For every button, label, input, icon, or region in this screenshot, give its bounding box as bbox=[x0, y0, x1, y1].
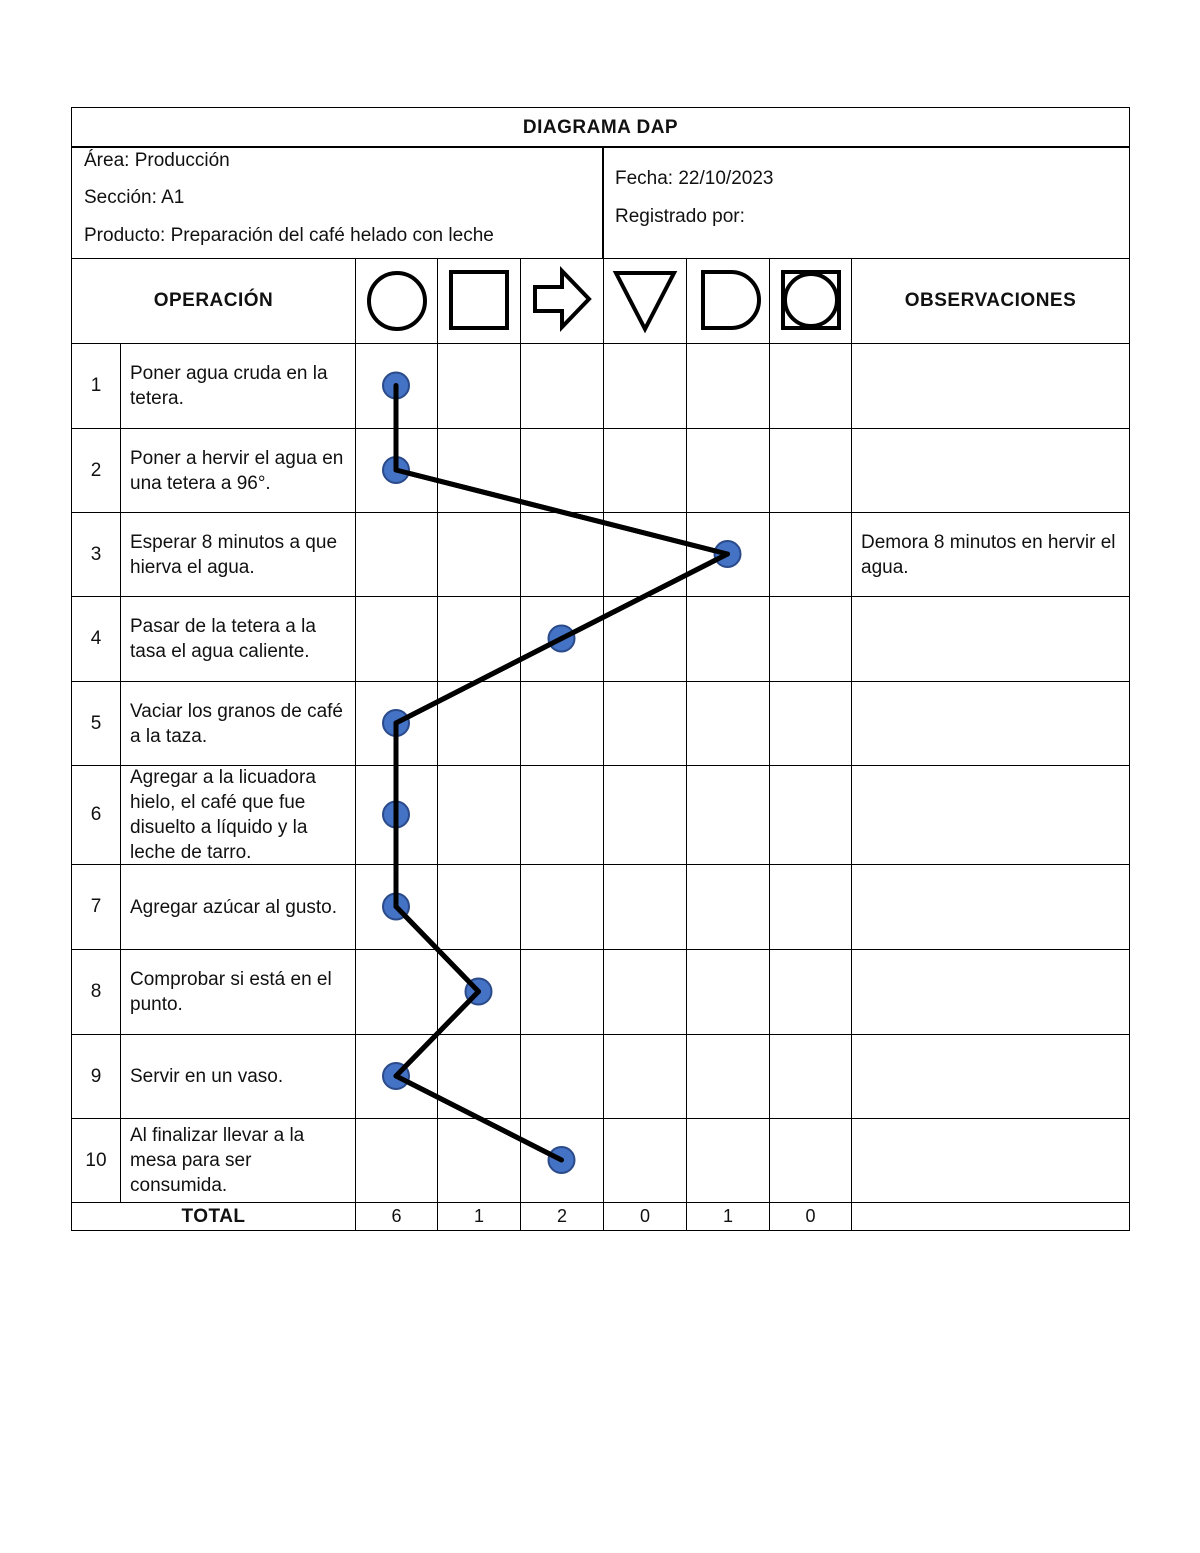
symbol-cell bbox=[603, 512, 687, 597]
step-observation bbox=[851, 343, 1130, 429]
step-description: Agregar azúcar al gusto. bbox=[120, 864, 356, 950]
product-label: Producto: Preparación del café helado con leche bbox=[84, 225, 494, 246]
total-count: 0 bbox=[603, 1202, 687, 1231]
symbol-cell bbox=[769, 1118, 852, 1203]
total-count: 2 bbox=[520, 1202, 604, 1231]
symbol-header-cell bbox=[520, 258, 604, 344]
symbol-cell bbox=[437, 864, 521, 950]
symbol-cell bbox=[686, 949, 770, 1035]
symbol-cell bbox=[686, 1118, 770, 1203]
symbol-cell bbox=[520, 681, 604, 766]
symbol-cell bbox=[355, 1118, 438, 1203]
symbol-cell bbox=[437, 949, 521, 1035]
step-number: 4 bbox=[71, 596, 121, 682]
info-left-box bbox=[71, 146, 604, 259]
symbol-cell bbox=[437, 512, 521, 597]
symbol-cell bbox=[520, 512, 604, 597]
symbol-cell bbox=[437, 1118, 521, 1203]
symbol-cell bbox=[603, 864, 687, 950]
symbol-cell bbox=[769, 343, 852, 429]
step-description: Agregar a la licuadora hielo, el café que fue disuelto a líquido y la leche de tarro. bbox=[120, 765, 356, 865]
symbol-cell bbox=[769, 512, 852, 597]
transport-arrow-icon bbox=[527, 266, 597, 336]
step-observation bbox=[851, 765, 1130, 865]
diagram-title: DIAGRAMA DAP bbox=[71, 107, 1130, 148]
symbol-cell bbox=[603, 428, 687, 513]
symbol-cell bbox=[437, 428, 521, 513]
symbol-cell bbox=[437, 681, 521, 766]
symbol-cell bbox=[355, 864, 438, 950]
symbol-cell bbox=[437, 1034, 521, 1119]
step-description: Pasar de la tetera a la tasa el agua caliente. bbox=[120, 596, 356, 682]
symbol-cell bbox=[603, 765, 687, 865]
symbol-cell bbox=[686, 428, 770, 513]
step-number: 3 bbox=[71, 512, 121, 597]
step-observation bbox=[851, 428, 1130, 513]
symbol-cell bbox=[520, 428, 604, 513]
symbol-cell bbox=[686, 596, 770, 682]
step-description: Esperar 8 minutos a que hierva el agua. bbox=[120, 512, 356, 597]
step-number: 5 bbox=[71, 681, 121, 766]
symbol-cell bbox=[355, 512, 438, 597]
symbol-cell bbox=[686, 864, 770, 950]
symbol-cell bbox=[603, 343, 687, 429]
step-number: 8 bbox=[71, 949, 121, 1035]
step-observation bbox=[851, 1034, 1130, 1119]
step-description: Comprobar si está en el punto. bbox=[120, 949, 356, 1035]
symbol-cell bbox=[769, 1034, 852, 1119]
symbol-header-cell bbox=[355, 258, 438, 344]
symbol-cell bbox=[686, 765, 770, 865]
step-observation bbox=[851, 681, 1130, 766]
symbol-cell bbox=[520, 949, 604, 1035]
symbol-cell bbox=[520, 596, 604, 682]
symbol-cell bbox=[437, 596, 521, 682]
info-right-box bbox=[602, 146, 1130, 259]
step-observation bbox=[851, 596, 1130, 682]
total-count: 1 bbox=[437, 1202, 521, 1231]
inspection-square-icon bbox=[446, 268, 512, 334]
symbol-cell bbox=[769, 949, 852, 1035]
symbol-cell bbox=[520, 864, 604, 950]
symbol-cell bbox=[603, 949, 687, 1035]
step-number: 6 bbox=[71, 765, 121, 865]
symbol-cell bbox=[769, 681, 852, 766]
area-label: Área: Producción bbox=[84, 150, 230, 171]
symbol-cell bbox=[769, 596, 852, 682]
symbol-cell bbox=[603, 596, 687, 682]
symbol-cell bbox=[520, 343, 604, 429]
symbol-cell bbox=[520, 1118, 604, 1203]
step-observation bbox=[851, 864, 1130, 950]
symbol-header-cell bbox=[603, 258, 687, 344]
symbol-cell bbox=[686, 343, 770, 429]
symbol-cell bbox=[769, 864, 852, 950]
step-description: Al finalizar llevar a la mesa para ser consumida. bbox=[120, 1118, 356, 1203]
step-description: Poner a hervir el agua en una tetera a 96°. bbox=[120, 428, 356, 513]
total-observation bbox=[851, 1202, 1130, 1231]
symbol-cell bbox=[355, 428, 438, 513]
symbol-cell bbox=[686, 512, 770, 597]
symbol-cell bbox=[603, 1118, 687, 1203]
symbol-header-cell bbox=[686, 258, 770, 344]
total-count: 1 bbox=[686, 1202, 770, 1231]
step-number: 10 bbox=[71, 1118, 121, 1203]
operation-header: OPERACIÓN bbox=[71, 258, 356, 344]
date-label: Fecha: 22/10/2023 bbox=[615, 168, 774, 189]
symbol-cell bbox=[355, 343, 438, 429]
registered-by-label: Registrado por: bbox=[615, 206, 745, 227]
step-number: 9 bbox=[71, 1034, 121, 1119]
symbol-cell bbox=[686, 1034, 770, 1119]
symbol-cell bbox=[355, 1034, 438, 1119]
symbol-cell bbox=[603, 1034, 687, 1119]
symbol-header-cell bbox=[769, 258, 852, 344]
symbol-cell bbox=[437, 343, 521, 429]
total-count: 6 bbox=[355, 1202, 438, 1231]
delay-d-icon bbox=[695, 268, 761, 334]
step-observation bbox=[851, 949, 1130, 1035]
step-number: 1 bbox=[71, 343, 121, 429]
symbol-cell bbox=[686, 681, 770, 766]
step-description: Vaciar los granos de café a la taza. bbox=[120, 681, 356, 766]
symbol-cell bbox=[520, 765, 604, 865]
symbol-header-cell bbox=[437, 258, 521, 344]
step-description: Servir en un vaso. bbox=[120, 1034, 356, 1119]
symbol-cell bbox=[769, 428, 852, 513]
section-label: Sección: A1 bbox=[84, 187, 185, 208]
step-observation bbox=[851, 1118, 1130, 1203]
symbol-cell bbox=[437, 765, 521, 865]
operation-circle-icon bbox=[364, 268, 430, 334]
step-description: Poner agua cruda en la tetera. bbox=[120, 343, 356, 429]
total-count: 0 bbox=[769, 1202, 852, 1231]
symbol-cell bbox=[769, 765, 852, 865]
step-number: 7 bbox=[71, 864, 121, 950]
symbol-cell bbox=[603, 681, 687, 766]
step-observation: Demora 8 minutos en hervir el agua. bbox=[851, 512, 1130, 597]
observations-header: OBSERVACIONES bbox=[851, 258, 1130, 344]
combined-operation-inspection-icon bbox=[778, 268, 844, 334]
step-number: 2 bbox=[71, 428, 121, 513]
symbol-cell bbox=[355, 765, 438, 865]
total-label: TOTAL bbox=[71, 1202, 356, 1231]
symbol-cell bbox=[355, 596, 438, 682]
storage-triangle-icon bbox=[612, 268, 678, 334]
symbol-cell bbox=[355, 681, 438, 766]
symbol-cell bbox=[520, 1034, 604, 1119]
symbol-cell bbox=[355, 949, 438, 1035]
